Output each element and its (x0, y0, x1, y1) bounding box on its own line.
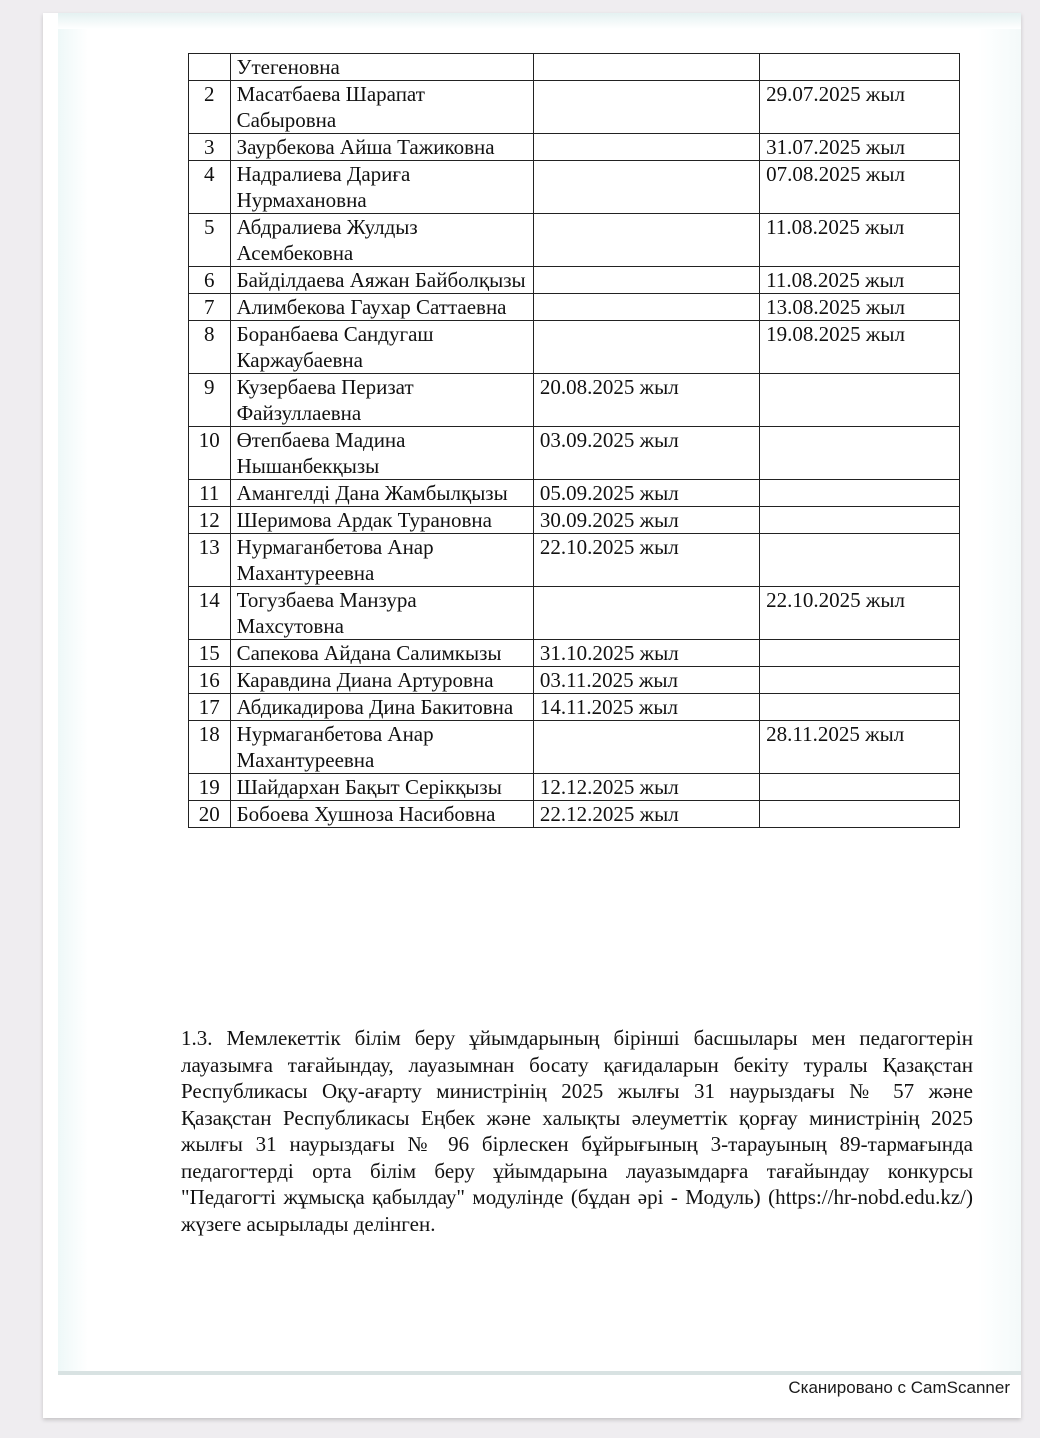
date-column-1 (533, 134, 759, 161)
table-row (189, 134, 960, 161)
row-number: 9 (189, 374, 231, 427)
row-number: 6 (189, 267, 231, 294)
date-column-1: 30.09.2025 жыл (533, 507, 759, 534)
date-column-2 (760, 54, 960, 81)
person-name: Байділдаева Аяжан Байболқызы (230, 267, 533, 294)
person-name: Шеримова Ардак Турановна (230, 507, 533, 534)
person-name: Боранбаева Сандугаш Каржаубаевна (230, 321, 533, 374)
date-column-1 (533, 294, 759, 321)
person-name: Алимбекова Гаухар Саттаевна (230, 294, 533, 321)
person-name: Нурмаганбетова Анар Махантуреевна (230, 721, 533, 774)
date-column-2 (760, 480, 960, 507)
date-column-1: 03.09.2025 жыл (533, 427, 759, 480)
row-number: 4 (189, 161, 231, 214)
date-column-2: 31.07.2025 жыл (760, 134, 960, 161)
date-column-1 (533, 54, 759, 81)
table-row (189, 694, 960, 721)
table-row (189, 214, 960, 267)
date-column-2: 11.08.2025 жыл (760, 267, 960, 294)
scan-edge-top (58, 13, 1021, 29)
table-row (189, 427, 960, 480)
date-column-1: 22.10.2025 жыл (533, 534, 759, 587)
date-column-1: 20.08.2025 жыл (533, 374, 759, 427)
person-name: Шайдархан Бақыт Серікқызы (230, 774, 533, 801)
table-body (189, 54, 960, 828)
clause-1-3-paragraph: 1.3. Мемлекеттік білім беру ұйымдарының бірінші басшылары мен педагогтерін лауазымға тағайындау, лауазымнан босату қағидаларын бекіту туралы Қазақстан Республикасы Оқу-ағарту министрінің 2025 жылғы 31 наурыздағы № 57 және Қазақстан Республикасы Еңбек және халықты әлеуметтік қорғау министрінің 2025 жылғы 31 наурыздағы № 96 бірлескен бұйрығының 3-тарауының 89-тармағында педагогтерді орта білім беру ұйымдарына лауазымдарға тағайындау конкурсы "Педагогті жұмысқа қабылдау" модулінде (бұдан әрі - Модуль) (https://hr-nobd.edu.kz/) жүзеге асырылады делінген. (181, 1026, 973, 1236)
table-row (189, 507, 960, 534)
row-number: 13 (189, 534, 231, 587)
table-row (189, 801, 960, 828)
row-number: 11 (189, 480, 231, 507)
date-column-2 (760, 774, 960, 801)
row-number: 19 (189, 774, 231, 801)
person-name: Заурбекова Айша Тажиковна (230, 134, 533, 161)
row-number: 17 (189, 694, 231, 721)
date-column-2 (760, 374, 960, 427)
person-name: Амангелді Дана Жамбылқызы (230, 480, 533, 507)
row-number: 5 (189, 214, 231, 267)
row-number: 3 (189, 134, 231, 161)
person-name: Тогузбаева Манзура Махсутовна (230, 587, 533, 640)
row-number: 12 (189, 507, 231, 534)
row-number: 10 (189, 427, 231, 480)
table-row (189, 774, 960, 801)
date-column-2: 11.08.2025 жыл (760, 214, 960, 267)
person-name: Нурмаганбетова Анар Махантуреевна (230, 534, 533, 587)
table-row (189, 667, 960, 694)
date-column-2: 19.08.2025 жыл (760, 321, 960, 374)
table-row (189, 54, 960, 81)
date-column-2: 22.10.2025 жыл (760, 587, 960, 640)
table-row (189, 81, 960, 134)
table-row (189, 480, 960, 507)
person-name: Абдралиева Жулдыз Асембековна (230, 214, 533, 267)
date-column-1 (533, 267, 759, 294)
person-name: Каравдина Диана Артуровна (230, 667, 533, 694)
date-column-1: 14.11.2025 жыл (533, 694, 759, 721)
person-name: Өтепбаева Мадина Нышанбекқызы (230, 427, 533, 480)
table-row (189, 374, 960, 427)
row-number: 15 (189, 640, 231, 667)
date-column-1: 31.10.2025 жыл (533, 640, 759, 667)
date-column-1: 03.11.2025 жыл (533, 667, 759, 694)
row-number: 20 (189, 801, 231, 828)
row-number: 2 (189, 81, 231, 134)
date-column-2: 29.07.2025 жыл (760, 81, 960, 134)
date-column-1: 22.12.2025 жыл (533, 801, 759, 828)
person-name: Абдикадирова Дина Бакитовна (230, 694, 533, 721)
row-number: 14 (189, 587, 231, 640)
table-row (189, 321, 960, 374)
date-column-2 (760, 534, 960, 587)
row-number: 8 (189, 321, 231, 374)
date-column-2 (760, 427, 960, 480)
person-name: Масатбаева Шарапат Сабыровна (230, 81, 533, 134)
date-column-2 (760, 694, 960, 721)
date-column-1 (533, 161, 759, 214)
date-column-2: 13.08.2025 жыл (760, 294, 960, 321)
row-number: 18 (189, 721, 231, 774)
date-column-1 (533, 721, 759, 774)
person-name: Утегеновна (230, 54, 533, 81)
table-row (189, 640, 960, 667)
scanned-page (43, 13, 1021, 1418)
date-column-2 (760, 801, 960, 828)
date-column-1: 05.09.2025 жыл (533, 480, 759, 507)
row-number: 16 (189, 667, 231, 694)
date-column-1 (533, 81, 759, 134)
date-column-1 (533, 587, 759, 640)
date-column-2 (760, 667, 960, 694)
table-row (189, 721, 960, 774)
table-row (189, 294, 960, 321)
candidates-table (188, 53, 960, 828)
person-name: Бобоева Хушноза Насибовна (230, 801, 533, 828)
table-row (189, 161, 960, 214)
row-number: 7 (189, 294, 231, 321)
date-column-1: 12.12.2025 жыл (533, 774, 759, 801)
row-number (189, 54, 231, 81)
person-name: Сапекова Айдана Салимкызы (230, 640, 533, 667)
table-row (189, 587, 960, 640)
date-column-1 (533, 321, 759, 374)
scan-edge-bottom (58, 1371, 1021, 1375)
table-row (189, 267, 960, 294)
date-column-2 (760, 507, 960, 534)
date-column-2: 28.11.2025 жыл (760, 721, 960, 774)
date-column-2: 07.08.2025 жыл (760, 161, 960, 214)
person-name: Кузербаева Перизат Файзуллаевна (230, 374, 533, 427)
camscanner-watermark: Сканировано с CamScanner (788, 1378, 1010, 1397)
date-column-2 (760, 640, 960, 667)
person-name: Надралиева Дариға Нурмахановна (230, 161, 533, 214)
table-row (189, 534, 960, 587)
date-column-1 (533, 214, 759, 267)
